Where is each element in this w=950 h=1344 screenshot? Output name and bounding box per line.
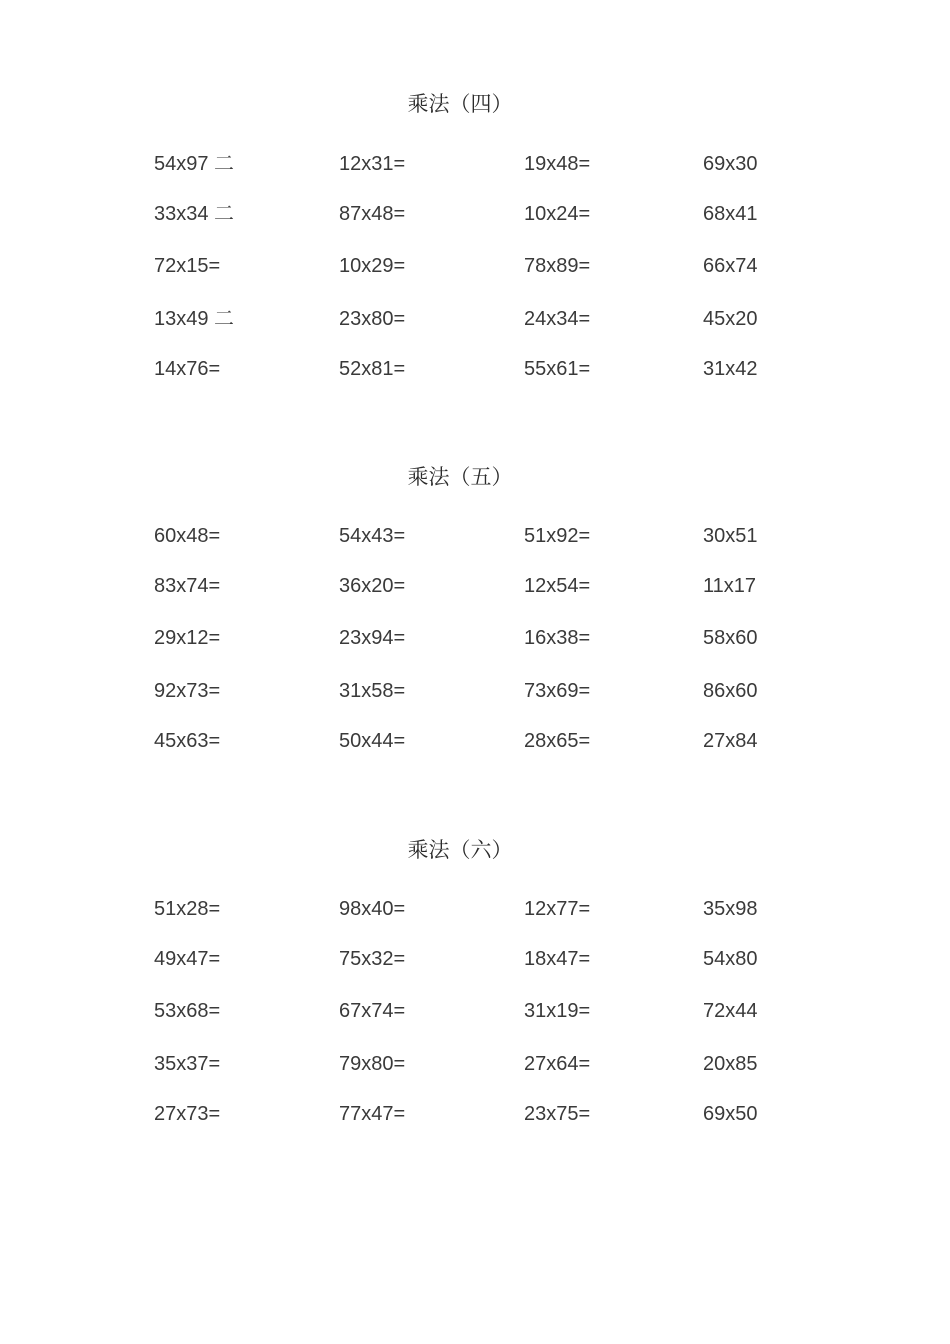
section-title: 乘法（五） <box>407 465 513 489</box>
problem: 16x38= <box>524 627 591 649</box>
section-title: 乘法（六） <box>407 838 513 862</box>
problem: 77x47= <box>339 1103 406 1125</box>
problem: 31x58= <box>339 680 406 702</box>
problem: 18x47= <box>524 948 591 970</box>
problem: 35x98 <box>703 898 758 920</box>
problem-row <box>0 572 950 600</box>
problem: 27x84 <box>703 730 758 752</box>
problem: 27x73= <box>154 1103 221 1125</box>
problem: 36x20= <box>339 575 406 597</box>
problem: 35x37= <box>154 1053 221 1075</box>
problem: 28x65= <box>524 730 591 752</box>
problem-row <box>0 624 950 652</box>
problem: 75x32= <box>339 948 406 970</box>
problem-row <box>0 945 950 973</box>
problem: 83x74= <box>154 575 221 597</box>
problem: 50x44= <box>339 730 406 752</box>
problem: 31x42 <box>703 358 758 380</box>
problem: 73x69= <box>524 680 591 702</box>
problem: 54x97 二 <box>154 153 235 175</box>
problem: 11x17 <box>703 575 757 597</box>
problem: 27x64= <box>524 1053 591 1075</box>
problem: 12x54= <box>524 575 591 597</box>
problem: 78x89= <box>524 255 591 277</box>
problem: 23x80= <box>339 308 406 330</box>
problem: 86x60 <box>703 680 758 702</box>
problem: 10x29= <box>339 255 406 277</box>
problem: 52x81= <box>339 358 406 380</box>
problem-row <box>0 252 950 280</box>
section-title: 乘法（四） <box>407 92 513 116</box>
problem-row <box>0 997 950 1025</box>
problem: 12x77= <box>524 898 591 920</box>
problem: 51x92= <box>524 525 591 547</box>
problem: 87x48= <box>339 203 406 225</box>
problem: 53x68= <box>154 1000 221 1022</box>
problem-row <box>0 200 950 228</box>
problem: 13x49 二 <box>154 308 235 330</box>
problem-row <box>0 727 950 755</box>
problem: 31x19= <box>524 1000 591 1022</box>
problem: 72x15= <box>154 255 221 277</box>
problem: 10x24= <box>524 203 591 225</box>
problem: 67x74= <box>339 1000 406 1022</box>
problem: 30x51 <box>703 525 758 547</box>
problem: 60x48= <box>154 525 221 547</box>
problem-row <box>0 895 950 923</box>
problem: 33x34 二 <box>154 203 235 225</box>
problem: 49x47= <box>154 948 221 970</box>
problem-row <box>0 1100 950 1128</box>
problem: 29x12= <box>154 627 221 649</box>
problem: 79x80= <box>339 1053 406 1075</box>
problem: 68x41 <box>703 203 758 225</box>
problem-row <box>0 1050 950 1078</box>
problem-row <box>0 355 950 383</box>
problem: 66x74 <box>703 255 758 277</box>
problem: 69x50 <box>703 1103 758 1125</box>
problem: 58x60 <box>703 627 758 649</box>
problem: 23x75= <box>524 1103 591 1125</box>
problem: 51x28= <box>154 898 221 920</box>
problem: 23x94= <box>339 627 406 649</box>
problem: 45x63= <box>154 730 221 752</box>
problem: 72x44 <box>703 1000 758 1022</box>
problem-row <box>0 305 950 333</box>
problem-row <box>0 522 950 550</box>
problem: 98x40= <box>339 898 406 920</box>
problem-row <box>0 150 950 178</box>
problem: 20x85 <box>703 1053 758 1075</box>
problem: 14x76= <box>154 358 221 380</box>
problem: 19x48= <box>524 153 591 175</box>
problem: 12x31= <box>339 153 406 175</box>
problem: 55x61= <box>524 358 591 380</box>
problem: 54x43= <box>339 525 406 547</box>
problem: 45x20 <box>703 308 758 330</box>
problem: 69x30 <box>703 153 758 175</box>
problem: 24x34= <box>524 308 591 330</box>
problem: 54x80 <box>703 948 758 970</box>
problem-row <box>0 677 950 705</box>
problem: 92x73= <box>154 680 221 702</box>
